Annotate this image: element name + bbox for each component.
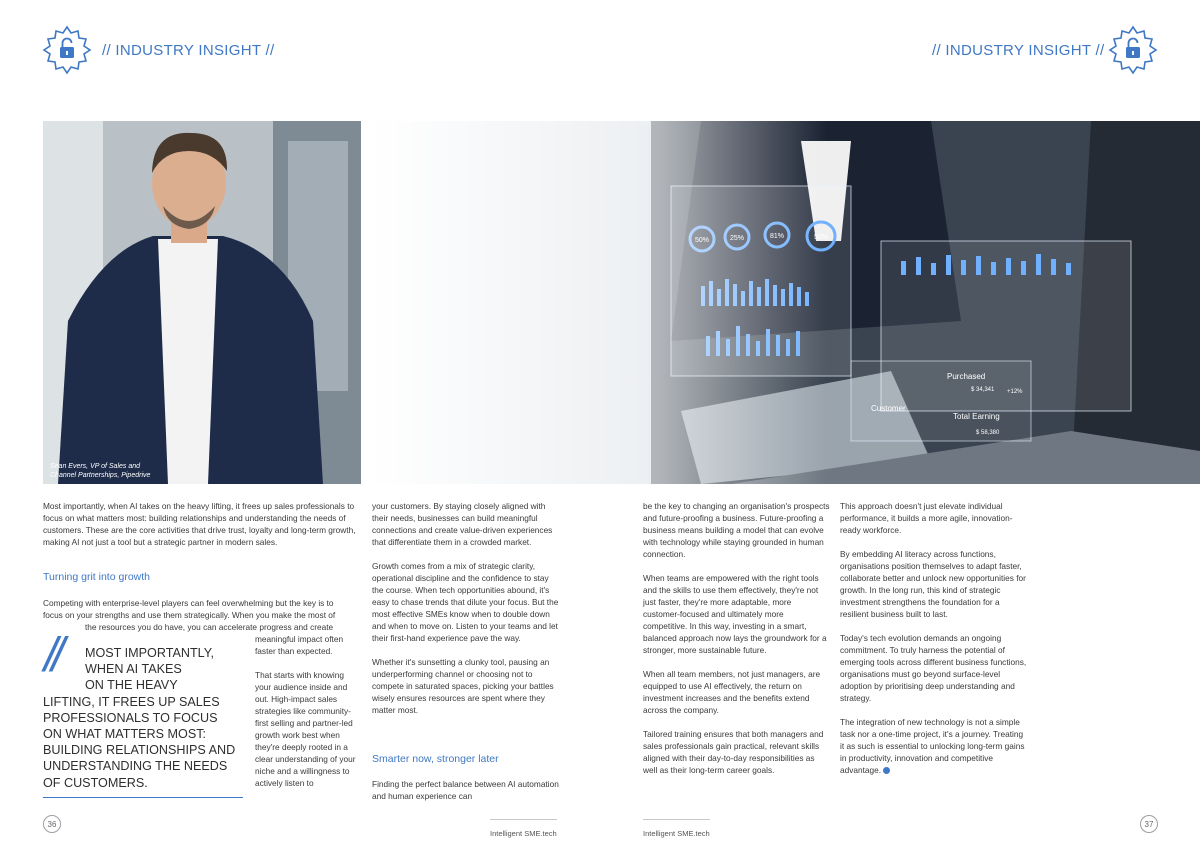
footer-divider [490,819,557,820]
end-mark-icon [883,767,890,774]
pull-quote-line: WHEN AI TAKES [85,662,182,677]
body-paragraph: Tailored training ensures that both managers and sales professionals gain practical, relevant skills aligned with their day-to-day responsibilities as well as their long-term career goals. [643,729,824,775]
photo-caption [50,462,210,480]
body-paragraph: When all team members, not just managers, are equipped to use AI effectively, the return on investment increases and the benefits extend across the company. [643,669,821,715]
pull-quote-line: MOST IMPORTANTLY, [85,646,214,660]
body-paragraph: Whether it's sunsetting a clunky tool, pausing an underperforming channel or choosing not to compete in saturated spaces, picking your battles wisely ensures resources are spent where they matter most. [372,657,554,715]
quote-mark-icon: // [44,629,59,682]
body-paragraph [840,716,1028,776]
article-column-1 [43,500,361,560]
pull-quote-line: OF CUSTOMERS. [43,775,148,790]
body-paragraph: Most importantly, when AI takes on the heavy lifting, it frees up sales professionals to focus on what matters most: building relationships and understanding the needs of customers. These are the core activities that drive trust, loyalty and long-term growth, making AI not just a tool but a strategic partner in modern sales. [43,501,356,547]
body-line: the resources you do have, you can accelerate progress and create [85,622,334,632]
body-paragraph: meaningful impact often faster than expected. [255,634,344,656]
subheading-smarter-now: Smarter now, stronger later [372,753,499,765]
pull-quote-line: UNDERSTANDING THE NEEDS [43,759,228,774]
body-paragraph: Finding the perfect balance between AI automation and human experience can [372,779,559,801]
footer-site-right: Intelligent SME.tech [643,829,710,838]
page-number-right: 37 [1140,815,1158,833]
pull-quote-line: PROFESSIONALS TO FOCUS [43,710,218,725]
article-column-4 [840,500,1028,776]
dashboard-photo [371,121,1200,484]
gear-padlock-icon [1108,24,1158,74]
body-text: The integration of new technology is not a simple task nor a one-time project, it's a journey. Treating it as such is essential to unlocking long-term gains in productivity, innovation and competitive advantage. [840,717,1025,775]
body-paragraph: Today's tech evolution demands an ongoing commitment. To truly harness the potential of emerging tools across different business functions, organisations must go beyond surface-level adoption by prioritising deep understanding and strategy. [840,633,1027,703]
article-column-2 [372,500,559,728]
pull-quote-line: ON WHAT MATTERS MOST: [43,727,207,742]
pull-quote-line: ON THE HEAVY [85,678,178,693]
body-paragraph: your customers. By staying closely aligned with their needs, businesses can build meaningful connections and create value-driven experiences that differentiate them in a crowded market. [372,501,553,547]
article-column-3 [643,500,830,788]
body-paragraph: This approach doesn't just elevate individual performance, it builds a more agile, innovation-ready workforce. [840,501,1013,535]
body-paragraph [43,597,363,633]
body-paragraph: Growth comes from a mix of strategic clarity, operational discipline and the confidence to stay the course. When tech opportunities abound, it's easy to chase trends that dilute your focus. But the most effective SMEs know when to double down and when to move on. Listen to your teams and let their first-hand experience pave the way. [372,561,559,643]
body-paragraph: be the key to changing an organisation's prospects and future-proofing a business. Future-proofing a business means building a model that can evolve with technology while staying grounded in human connection. [643,501,830,559]
pull-quote-line: LIFTING, IT FREES UP SALES [43,694,220,709]
pull-quote [43,645,243,791]
body-line: focus on your strengths and use them strategically. When you make the most of [43,610,336,620]
caption-line: Sean Evers, VP of Sales and [50,463,141,470]
pull-quote-line: BUILDING RELATIONSHIPS AND [43,743,236,758]
footer-divider [643,819,710,820]
body-paragraph: When teams are empowered with the right tools and the skills to use them effectively, they're not just faster, they're more adaptable, more customer-focused and ultimately more competitive. In this way, investing in a smart, balanced approach now lays the groundwork for a stronger, more sustainable future. [643,573,827,655]
gear-padlock-icon [42,24,92,74]
subheading-turning-grit: Turning grit into growth [43,571,150,583]
page-number-left: 36 [43,815,61,833]
section-label-left: // INDUSTRY INSIGHT // [102,42,275,59]
body-paragraph: By embedding AI literacy across functions, organisations position themselves to adapt faster, collaborate better and unlock new opportunities for growth. In the long run, this kind of strategic investment strengthens the foundation for a resilient business built to last. [840,549,1026,619]
body-paragraph: That starts with knowing your audience inside and out. High-impact sales strategies like community-first selling and partner-led growth work best when they're deeply rooted in a clear understanding of your niche and a willingness to actively listen to [255,670,356,788]
portrait-photo [43,121,361,484]
body-line: Competing with enterprise-level players can feel overwhelming but the key is to [43,598,334,608]
pull-quote-divider [43,797,243,798]
caption-line: Channel Partnerships, Pipedrive [50,472,151,479]
footer-site-left: Intelligent SME.tech [490,829,557,838]
article-column-1-side [255,633,361,801]
section-label-right: // INDUSTRY INSIGHT // [932,42,1105,59]
